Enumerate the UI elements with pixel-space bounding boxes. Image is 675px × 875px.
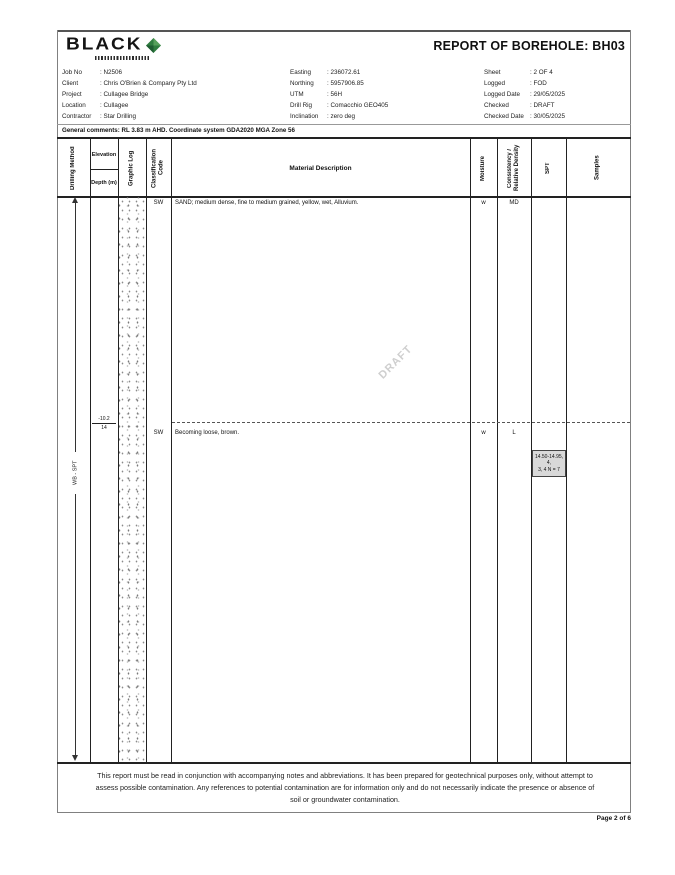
field-label: Checked Date	[484, 113, 524, 120]
spt-result-line2: 3, 4 N = 7	[538, 466, 560, 473]
arrow-down-icon	[72, 755, 78, 761]
col-header-classification-code: Classification Code	[151, 148, 165, 188]
field-inclination	[290, 113, 355, 120]
table-bottom-line	[57, 762, 631, 764]
field-label: Inclination	[290, 113, 319, 120]
field-label: Contractor	[62, 113, 92, 120]
consistency-row2: L	[512, 430, 516, 436]
field-label: Logged Date	[484, 91, 521, 98]
elevation-value: -10.2	[98, 416, 110, 422]
field-value: : zero deg	[327, 113, 356, 120]
grid-line	[566, 139, 567, 762]
field-label: UTM	[290, 91, 304, 98]
grid-line	[470, 139, 471, 762]
field-label: Project	[62, 91, 82, 98]
moisture-row1: w	[481, 200, 486, 206]
field-label: Sheet	[484, 69, 501, 76]
field-label: Drill Rig	[290, 102, 313, 109]
field-logged	[484, 80, 547, 87]
grid-line	[146, 139, 147, 762]
col-header-depth: Depth (m)	[91, 179, 117, 186]
footer-disclaimer: This report must be read in conjunction with accompanying notes and abbreviations. It has been prepared for geotechnical purposes only, without attempt to assess possible contamination. Any references to potential contamination are for information only and do not necessarily indicate the presence or absence of soil or groundwater contamination.	[95, 771, 595, 804]
field-client	[62, 80, 197, 87]
field-location	[62, 102, 128, 109]
field-label: Job No	[62, 69, 82, 76]
col-header-moisture: Moisture	[480, 155, 486, 181]
field-checked-date	[484, 113, 565, 120]
stratum-boundary-dashed-line	[172, 422, 630, 423]
logo-tagline	[95, 56, 149, 60]
depth-value: 14	[101, 425, 107, 431]
field-easting	[290, 69, 360, 76]
general-comments: General comments: RL 3.83 m AHD. Coordinate system GDA2020 MGA Zone 56	[62, 127, 295, 134]
classification-code-row1: SW	[153, 200, 164, 206]
field-value: : 2 OF 4	[530, 69, 553, 76]
grid-line	[171, 139, 172, 762]
graphic-log-sand-texture	[119, 197, 145, 762]
field-label: Location	[62, 102, 86, 109]
field-value: : Cullagee Bridge	[100, 91, 149, 98]
field-value: : Comacchio GEO405	[327, 102, 389, 109]
field-drill-rig	[290, 102, 388, 109]
spt-result-box	[532, 450, 566, 477]
depth-tick-line	[92, 423, 116, 424]
col-header-spt: SPT	[545, 162, 551, 174]
field-value: : DRAFT	[530, 102, 555, 109]
col-header-consistency: Consistency / Relative Density	[507, 144, 520, 192]
field-label: Checked	[484, 102, 509, 109]
green-diamond-icon	[146, 38, 161, 58]
field-value: : 30/05/2025	[530, 113, 566, 120]
comments-top-line	[57, 124, 631, 125]
field-value: : 236072.61	[327, 69, 361, 76]
grid-line	[497, 139, 498, 762]
comments-bottom-line	[57, 137, 631, 139]
field-contractor	[62, 113, 136, 120]
consistency-row1: MD	[509, 200, 519, 206]
frame-right-line	[630, 30, 631, 813]
company-logo: BLACK	[66, 34, 143, 55]
material-description-row2: Becoming loose, brown.	[175, 430, 240, 436]
col-header-graphic-log: Graphic Log	[128, 150, 135, 186]
field-checked	[484, 102, 555, 109]
field-logged-date	[484, 91, 565, 98]
field-northing	[290, 80, 364, 87]
frame-bottom-line	[57, 812, 631, 813]
moisture-row2: w	[481, 430, 486, 436]
field-value: : Chris O'Brien & Company Pty Ltd	[100, 80, 197, 87]
col-header-elevation: Elevation	[91, 151, 117, 158]
field-value: : 29/05/2025	[530, 91, 566, 98]
field-value: : Cullagee	[100, 102, 129, 109]
col-header-material-description: Material Description	[289, 164, 352, 172]
field-value: : 56H	[327, 91, 343, 98]
field-value: : Star Drilling	[100, 113, 137, 120]
field-label: Logged	[484, 80, 506, 87]
col-header-drilling-method: Drilling Method	[70, 146, 76, 190]
field-label: Northing	[290, 80, 314, 87]
field-value: : 5957906.85	[327, 80, 364, 87]
field-job-no	[62, 69, 122, 76]
field-project	[62, 91, 148, 98]
col-header-samples: Samples	[594, 155, 601, 181]
field-label: Easting	[290, 69, 312, 76]
field-utm	[290, 91, 342, 98]
page-number: Page 2 of 6	[596, 815, 631, 822]
field-label: Client	[62, 80, 79, 87]
frame-top-line	[57, 30, 631, 32]
report-title: REPORT OF BOREHOLE: BH03	[433, 39, 625, 53]
spt-result-line1: 14.50-14.95, 4,	[534, 453, 564, 467]
material-description-row1: SAND; medium dense, fine to medium grained, yellow, wet, Alluvium.	[175, 200, 359, 206]
grid-line	[90, 139, 91, 762]
field-sheet	[484, 69, 553, 76]
drilling-method-value: WB - SPT	[70, 452, 81, 494]
field-value: : FOD	[530, 80, 547, 87]
field-value: : N2506	[100, 69, 123, 76]
classification-code-row2: SW	[153, 430, 164, 436]
draft-watermark: DRAFT	[376, 343, 415, 382]
